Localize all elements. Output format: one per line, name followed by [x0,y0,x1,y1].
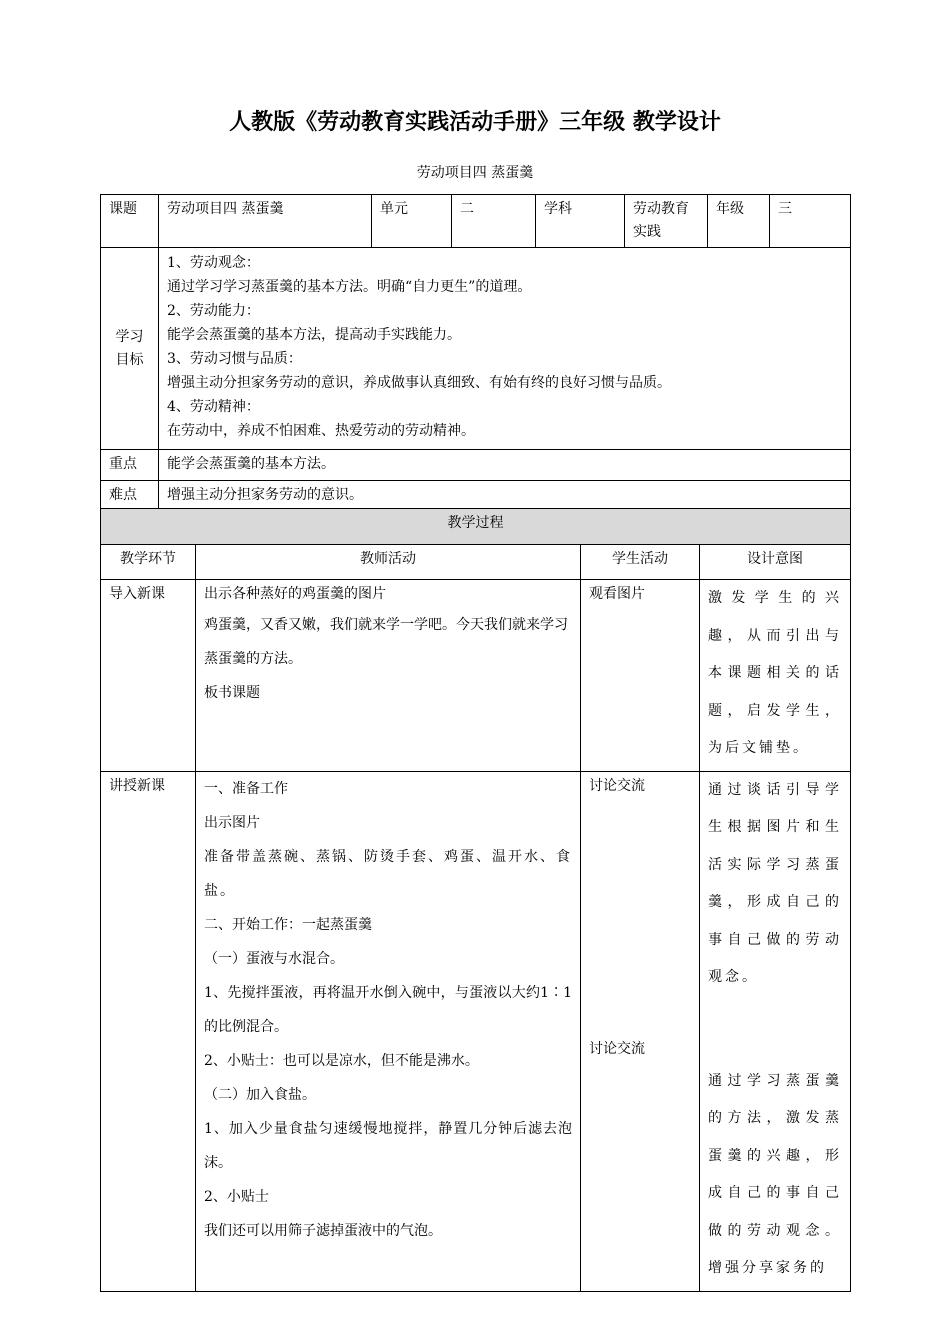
objective-line: 4、劳动精神： [167,399,260,415]
column-header-stage: 教学环节 [101,545,196,580]
teach-teacher-line: 1、加入少量食盐匀速缓慢地搅拌，静置几分钟后滤去泡沫。 [204,1120,572,1171]
teach-teacher-line: （一）蛋液与水混合。 [204,950,344,967]
difficulty-label: 难点 [101,481,159,512]
subject-label: 学科 [536,195,625,248]
grade-value: 三 [770,195,851,248]
objectives-label-line1: 学习 [115,328,144,345]
objective-line: 增强主动分担家务劳动的意识，养成做事认真细致、有始有终的良好习惯与品质。 [167,375,671,391]
objectives-content [159,248,851,450]
teach-intent [700,771,851,1291]
process-header: 教学过程 [101,509,851,545]
teach-teacher [196,771,581,1291]
intro-teacher [196,580,581,772]
page-title: 人教版《劳动教育实践活动手册》三年级 教学设计 [229,110,721,135]
column-header-student: 学生活动 [581,545,700,580]
unit-label: 单元 [372,195,452,248]
column-header-teacher: 教师活动 [196,545,581,580]
intro-teacher-line: 板书课题 [204,685,260,701]
teach-student [581,771,700,1291]
teach-teacher-line: 出示图片 [204,814,260,831]
teach-intent-1: 通过谈话引导学生根据图片和生活实际学习蒸蛋羹，形成自己的事自己做的劳动观念。 [708,781,842,985]
intro-teacher-line: 出示各种蒸好的鸡蛋羹的图片 [204,586,386,602]
difficulty-value: 增强主动分担家务劳动的意识。 [159,481,851,512]
subject-value: 劳动教育实践 [625,195,708,248]
objective-line: 在劳动中，养成不怕困难、热爱劳动的劳动精神。 [167,423,475,439]
intro-stage: 导入新课 [101,580,196,772]
objective-line: 能学会蒸蛋羹的基本方法，提高动手实践能力。 [167,327,461,343]
teach-teacher-line: （二）加入食盐。 [204,1086,316,1103]
teach-teacher-line: 1、先搅拌蛋液，再将温开水倒入碗中，与蛋液以大约1∶1的比例混合。 [204,984,572,1035]
teach-teacher-line: 二、开始工作：一起蒸蛋羹 [204,916,372,933]
objectives-label-line2: 目标 [115,351,144,368]
teach-teacher-line: 2、小贴士：也可以是凉水，但不能是沸水。 [204,1052,479,1069]
teach-teacher-line: 准备带盖蒸碗、蒸锅、防烫手套、鸡蛋、温开水、食盐。 [204,848,572,899]
teach-intent-2: 通过学习蒸蛋羹的方法，激发蒸蛋羹的兴趣，形成自己的事自己做的劳动观念。增强分享家务的 [708,1072,842,1276]
column-header-intent: 设计意图 [700,545,851,580]
intro-teacher-line: 鸡蛋羹，又香又嫩，我们就来学一学吧。今天我们就来学习蒸蛋羹的方法。 [204,617,568,667]
teach-student-2: 讨论交流 [589,1040,645,1057]
objective-line: 通过学习学习蒸蛋羹的基本方法。明确“自力更生”的道理。 [167,279,532,295]
lesson-value: 劳动项目四 蒸蛋羹 [159,195,372,248]
key-point-value: 能学会蒸蛋羹的基本方法。 [159,450,851,481]
lesson-label: 课题 [101,195,159,248]
objective-line: 3、劳动习惯与品质： [167,351,302,367]
objective-line: 1、劳动观念： [167,255,260,271]
lesson-info-table [100,194,851,512]
objectives-label [101,248,159,450]
objective-line: 2、劳动能力： [167,303,260,319]
grade-label: 年级 [708,195,770,248]
teach-student-1: 讨论交流 [589,777,645,794]
teach-teacher-line: 2、小贴士 [204,1188,269,1205]
key-point-label: 重点 [101,450,159,481]
teach-teacher-line: 一、准备工作 [204,780,288,797]
teach-stage: 讲授新课 [101,771,196,1291]
unit-value: 二 [452,195,536,248]
intro-intent: 激发学生的兴趣，从而引出与本课题相关的话题，启发学生，为后文铺垫。 [700,580,851,772]
intro-student: 观看图片 [581,580,700,772]
page-subtitle: 劳动项目四 蒸蛋羹 [416,165,534,181]
teach-teacher-line: 我们还可以用筛子滤掉蛋液中的气泡。 [204,1222,442,1239]
teaching-process-table [100,508,851,1292]
